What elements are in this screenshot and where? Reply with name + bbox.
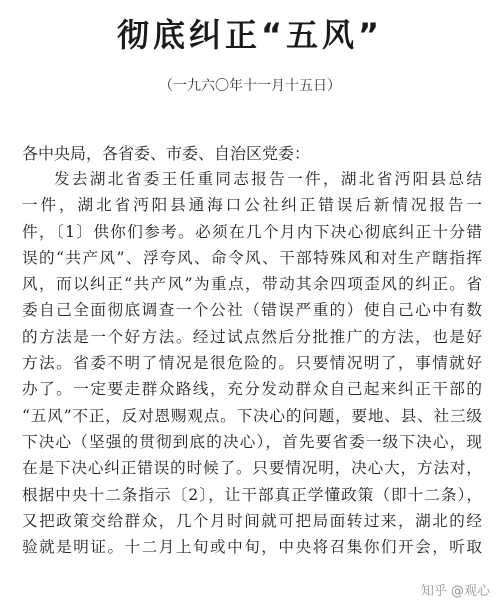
- source-watermark: 知乎 @观心: [419, 580, 492, 599]
- body-line: 下决心（坚强的贯彻到底的决心），首先要省委一级下决心，现: [22, 432, 482, 451]
- body-line: 在是下决心纠正错误的时候了。只要情况明，决心大，方法对，: [22, 459, 482, 478]
- body-line: 又把政策交给群众，几个月时间就可把局面转过来，湖北的经: [22, 511, 482, 530]
- body-line: 发去湖北省委王任重同志报告一件，湖北省沔阳县总结: [54, 170, 482, 188]
- body-line: 委自己全面彻底调查一个公社（错误严重的）使自己心中有数: [22, 301, 482, 320]
- body-line: 误的“共产风”、浮夸风、命令风、干部特殊风和对生产瞎指挥: [22, 248, 482, 267]
- body-line: 验就是明证。十二月上旬或中旬，中央将召集你们开会，听取: [22, 538, 482, 557]
- body-line: 的方法是一个好方法。经过试点然后分批推广的方法，也是好: [22, 327, 482, 346]
- salutation: 各中央局，各省委、市委、自治区党委：: [22, 144, 311, 163]
- body-line: 方法。省委不明了情况是很危险的。只要情况明了，事情就好: [22, 354, 482, 373]
- body-line: 办了。一定要走群众路线，充分发动群众自己起来纠正干部的: [22, 380, 482, 399]
- document-date: （一九六〇年十一月十五日）: [159, 78, 341, 94]
- document-title: 彻底纠正“五风”: [116, 16, 384, 54]
- body-paragraph: [22, 166, 482, 560]
- body-line: “五风”不正，反对恩赐观点。下决心的问题，要地、县、社三级: [22, 406, 482, 425]
- body-line: 件，〔1〕供你们参考。必须在几个月内下决心彻底纠正十分错: [22, 222, 482, 241]
- body-line: 根据中央十二条指示〔2〕，让干部真正学懂政策（即十二条），: [22, 485, 482, 504]
- body-line: 风，而以纠正“共产风”为重点，带动其余四项歪风的纠正。省: [22, 275, 482, 294]
- body-line: 一件，湖北省沔阳县通海口公社纠正错误后新情况报告一: [22, 196, 482, 215]
